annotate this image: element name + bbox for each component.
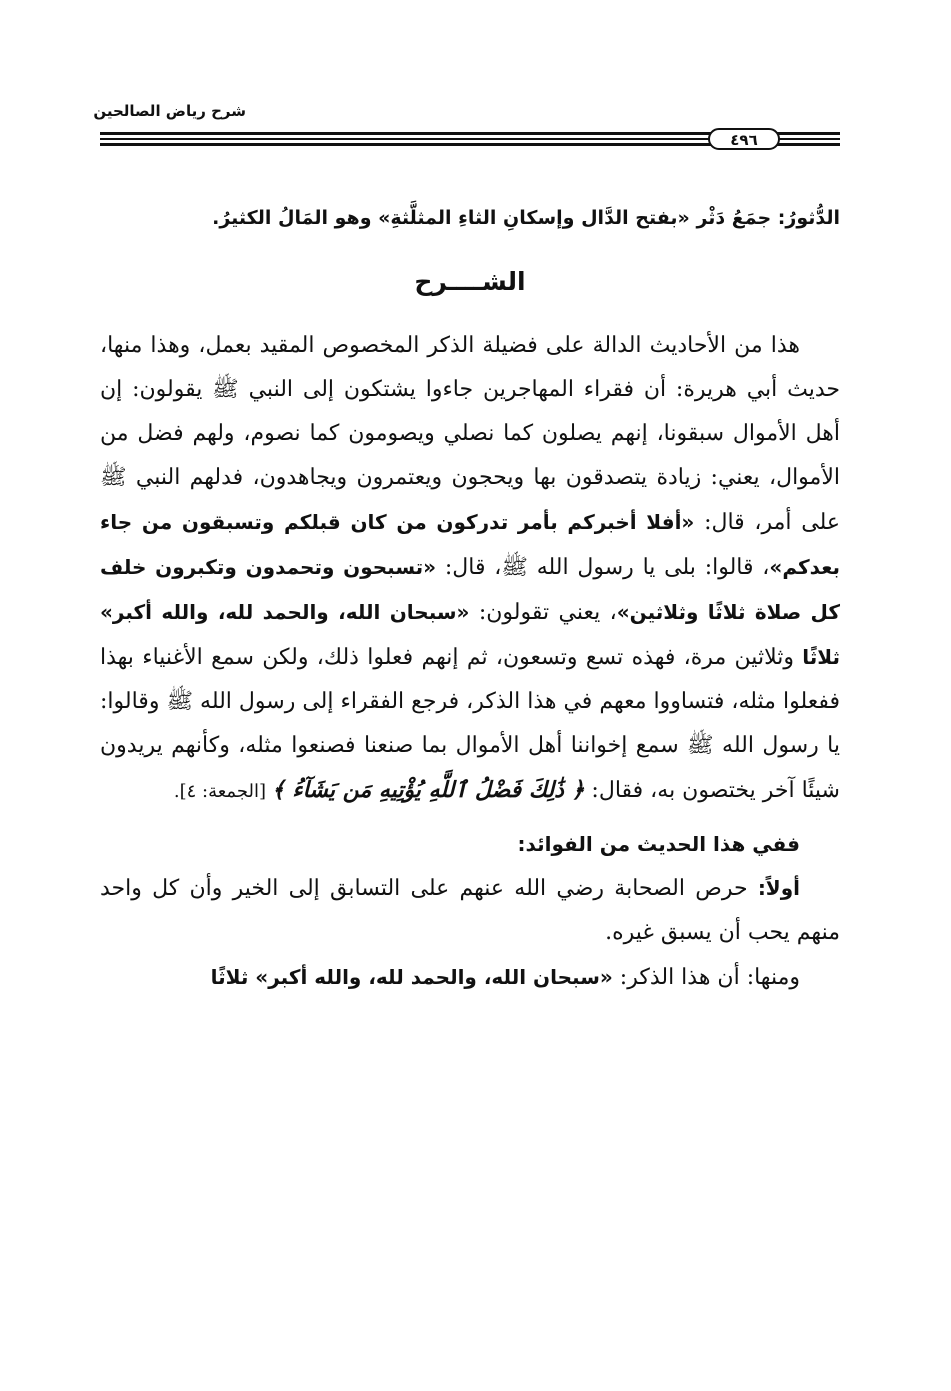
dhikr-quote: «سبحان الله، والحمد لله، والله أكبر» ثلاثًا [100,600,840,669]
benefit-second-text: ومنها: أن هذا الذكر: [612,965,800,990]
commentary-paragraph [100,324,840,814]
paragraph-text-3: ، يعني تقولون: [469,600,617,625]
benefit-second [100,955,840,1000]
hadith-quote-2: «تسبحون وتحمدون وتكبرون خلف كل صلاة ثلاثًا وثلاثين» [100,555,841,624]
page-content [100,196,840,1000]
hadith-quote-1: «أفلا أخبركم بأمر تدركون من كان قبلكم وتسبقون من جاء بعدكم» [100,510,840,579]
benefit-second-quote: «سبحان الله، والحمد لله، والله أكبر» ثلاثًا [210,965,613,989]
benefit-first-label: أولاً: [757,876,800,900]
paragraph-text-1: هذا من الأحاديث الدالة على فضيلة الذكر المخصوص المقيد بعمل، وهذا منها، حديث أبي هريرة: أن فقراء المهاجرين جاءوا يشتكون إلى النبي ﷺ يقولون: إن أهل الأموال سبقونا، إنهم يصلون كما نصلي ويصومون كما نصوم، ولهم فضل من الأموال، يعني: زيادة يتصدقون بها ويحجون ويعتمرون ويجاهدون، فدلهم النبي ﷺ على أمر، قال: [100,333,840,535]
paragraph-text-2: ، قالوا: بلى يا رسول الله ﷺ، قال: [436,555,770,580]
page-number-badge: ٤٩٦ [708,128,780,150]
header-rule [100,128,840,150]
footnote-definition: الدُّثورُ: جمَعُ دَثْر «بفتح الدَّال وإسكانِ الثاءِ المثلَّثةِ» وهو المَالُ الكثيرُ. [212,207,840,229]
quran-reference: [الجمعة: ٤]. [173,781,272,802]
benefit-first [100,866,840,955]
running-header-title: شرح رياض الصالحين [93,102,246,120]
section-heading: الشــــرح [414,267,526,296]
quran-verse: ﴿ ذَٰلِكَ فَضْلُ ٱللَّهِ يُؤْتِيهِ مَن يَشَآءُ ﴾ [271,777,585,803]
paragraph-text-4: وثلاثين مرة، فهذه تسع وتسعون، ثم إنهم فعلوا ذلك، ولكن سمع الأغنياء بهذا ففعلوا مثله، فتساووا معهم في هذا الذكر، فرجع الفقراء إلى رسول الله ﷺ وقالوا: يا رسول الله ﷺ سمع إخواننا أهل الأموال بما صنعنا فصنعوا مثله، وكأنهم يريدون شيئًا آخر يختصون به، فقال: [100,645,840,803]
benefit-first-text: حرص الصحابة رضي الله عنهم على التسابق إلى الخير وأن كل واحد منهم يحب أن يسبق غيره. [100,876,840,945]
benefits-heading: ففي هذا الحديث من الفوائد: [517,832,800,856]
